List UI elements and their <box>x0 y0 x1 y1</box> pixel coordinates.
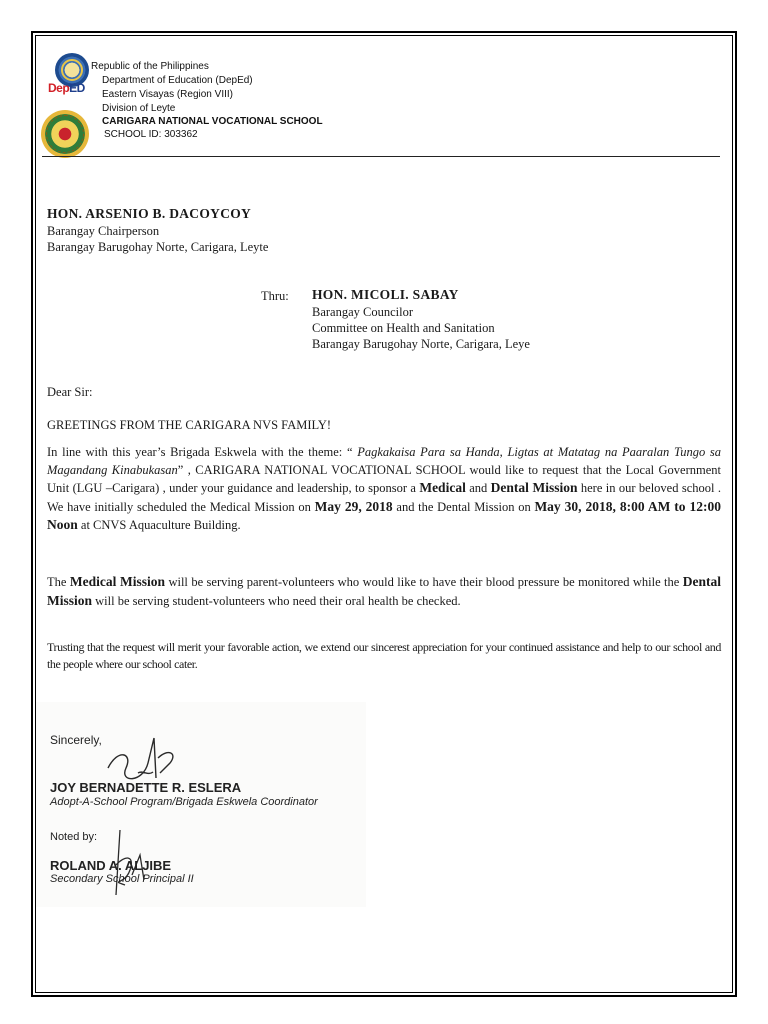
letterhead-region: Eastern Visayas (Region VIII) <box>102 89 233 100</box>
letterhead-school-id: SCHOOL ID: 303362 <box>104 129 198 140</box>
paragraph-request: In line with this year’s Brigada Eskwela with the theme: “ Pagkakaisa Para sa Handa, Ligtas at Matatag na Paaralan Tungo sa Magandang Kinabukasan” , CARIGARA NATIONAL VOCATIONAL SCHOOL would like to request that the Local Government Unit (LGU –Carigara) , under your guidance and leadership, to sponsor a Medical and Dental Mission here in our beloved school . We have initially scheduled the Medical Mission on May 29, 2018 and the Dental Mission on May 30, 2018, 8:00 AM to 12:00 Noon at CNVS Aquaculture Building. <box>47 445 721 532</box>
school-seal-logo <box>41 110 89 158</box>
thru-name: HON. MICOLI. SABAY <box>312 287 459 302</box>
letterhead-deped: Department of Education (DepEd) <box>102 75 253 86</box>
letterhead-school-name: CARIGARA NATIONAL VOCATIONAL SCHOOL <box>102 116 323 127</box>
recipient-title: Barangay Chairperson <box>47 224 160 238</box>
greeting: GREETINGS FROM THE CARIGARA NVS FAMILY! <box>47 418 332 432</box>
salutation: Dear Sir: <box>47 385 93 399</box>
deped-logo: DepED <box>48 81 85 95</box>
paragraph-closing: Trusting that the request will merit your favorable action, we extend our sincerest appreciation for your continued assistance and help to our school and the people where our school cater. <box>47 640 721 671</box>
recipient-address: Barangay Barugohay Norte, Carigara, Leyte <box>47 240 269 254</box>
theme-text: Pagkakaisa Para sa Handa, Ligtas at Matatag na Paaralan Tungo sa Magandang Kinabukasan <box>47 445 721 477</box>
noted-by-label: Noted by: <box>50 831 98 843</box>
letterhead-division: Division of Leyte <box>102 103 176 114</box>
signer1-name: JOY BERNADETTE R. ESLERA <box>50 780 242 795</box>
signer1-role: Adopt-A-School Program/Brigada Eskwela Coordinator <box>50 796 318 808</box>
thru-title: Barangay Councilor <box>312 305 414 319</box>
dental-date: May 30, 2018, 8:00 AM to 12:00 Noon <box>47 498 721 532</box>
thru-address: Barangay Barugohay Norte, Carigara, Leye <box>312 337 530 351</box>
recipient-name: HON. ARSENIO B. DACOYCOY <box>47 206 252 221</box>
signature-1 <box>98 728 188 788</box>
thru-label: Thru: <box>261 289 289 303</box>
medical-date: May 29, 2018 <box>314 498 393 514</box>
signer2-name: ROLAND A. ALJIBE <box>50 858 172 873</box>
paragraph-services: The Medical Mission will be serving parent-volunteers who would like to have their blood pressure be monitored while the Dental Mission will be serving student-volunteers who need their oral health be checked. <box>47 574 721 608</box>
thru-committee: Committee on Health and Sanitation <box>312 321 495 335</box>
letterhead-divider <box>42 156 720 157</box>
closing-sincerely: Sincerely, <box>50 733 102 747</box>
letterhead-republic: Republic of the Philippines <box>91 61 209 72</box>
signer2-role: Secondary School Principal II <box>50 873 194 885</box>
